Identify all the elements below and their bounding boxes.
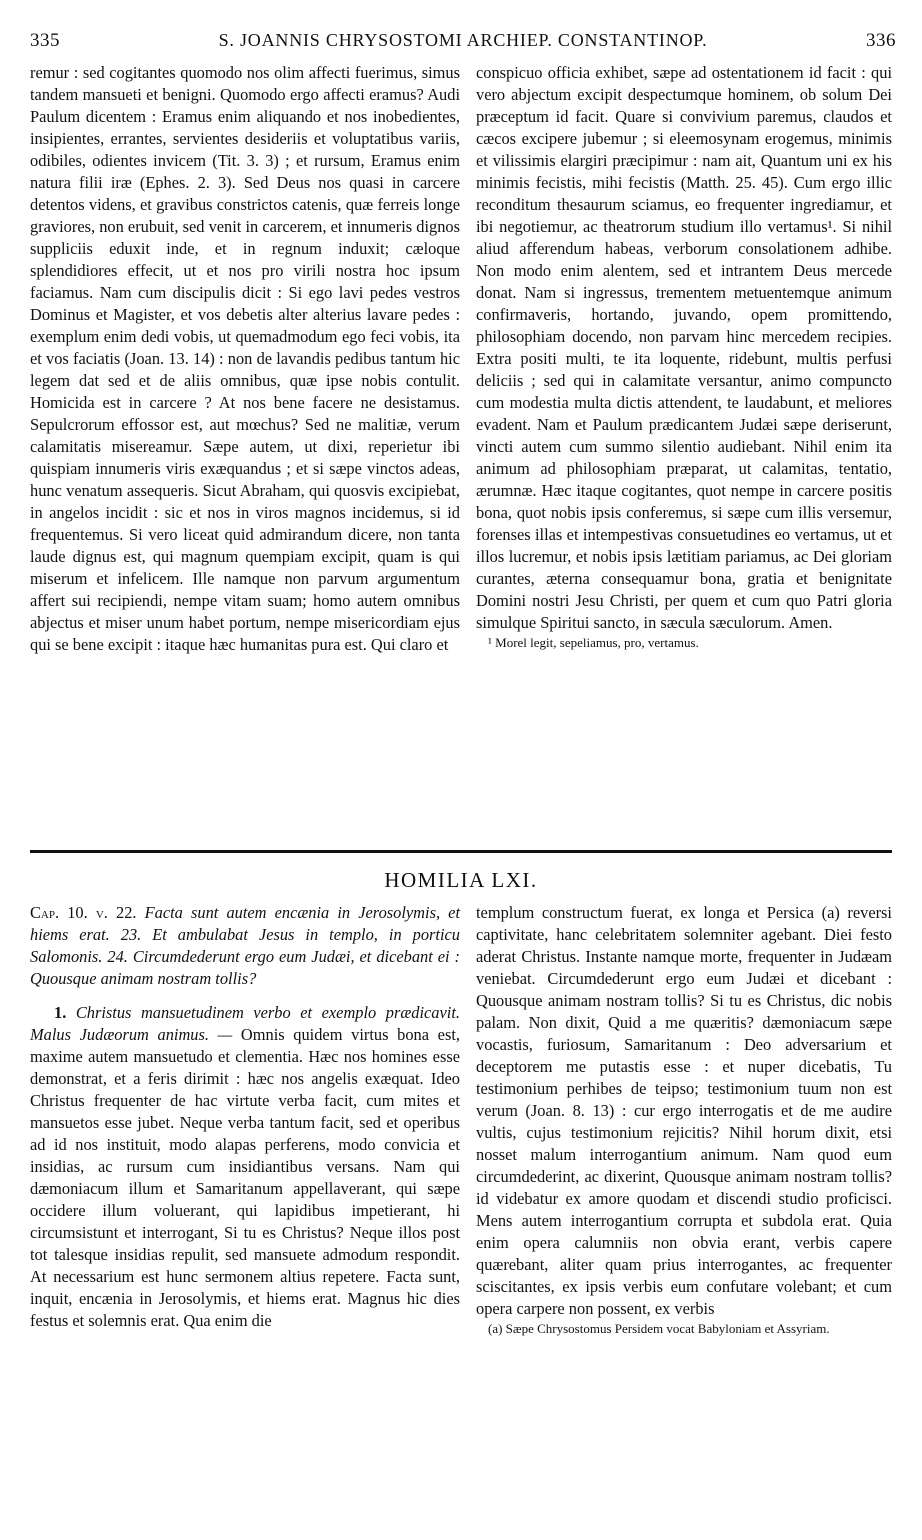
footnote-1: ¹ Morel legit, sepeliamus, pro, vertamus.: [488, 635, 699, 650]
top-right-paragraph: conspicuo officia exhibet, sæpe ad ostentationem id facit : qui vero abjectum excipit despectumque hominem, ob solum Dei præceptum id facit. Quare si convivium paremus, claudos et cæcos excipere jubemur ; si eleemosynam erogemus, minimis et vilissimis elargiri præcipimur : nam ait, Quantum uni ex his minimis fecistis, mihi fecistis (Matth. 25. 45). Cum ergo illic reconditum thesaurum sciamus, eo frequenter ingrediamur, et ibi negotiemur, ac theatrorum studium illo vertamus¹. Si nihil aliud afferendum habeas, verborum consolationem adhibe. Non modo enim alentem, sed et intrantem Deus mercede donat. Nam si ingressus, trementem metuentemque animum confirmaveris, hortando, juvando, opem promittendo, philosophiam docendo, non parvam hinc mercedem recipies. Extra positi multi, te ita loquente, ridebunt, multis perfusi deliciis ; sed qui in calamitate versantur, animo compuncto cum modestia multa dictis attendent, te laudabunt, et meliores evadent. Nam et Paulum prædicantem Judæi sæpe deriserunt, vincti autem cum summo silentio audiebant. Nihil enim ita animum ad philosophiam præparat, ut calamitas, tentatio, ærumnæ. Hæc itaque cogitantes, quot nempe in carcere positis bona, quot nobis ipsis conferemus, si sæpe cum illis versemur, forenses illas et intempestivas consuetudines eo vertamus, ut et illos lucremur, et nobis ipsis lætitiam pariamus, ac Dei gloriam curantes, æterna consequamur bona, gratia et benignitate Domini nostri Jesu Christi, per quem et cum quo Patri gloria simulque Spiritui sancto, in sæcula sæculorum. Amen.: [476, 63, 892, 632]
footnote-a: (a) Sæpe Chrysostomus Persidem vocat Babyloniam et Assyriam.: [488, 1321, 830, 1336]
chapter-summary-text: Facta sunt autem encænia in Jerosolymis, et hiems erat. 23. Et ambulabat Jesus in templo, in porticu Salomonis. 24. Circumdederunt ergo eum Judæi, et dicebant ei : Quousque animam nostram tollis?: [30, 903, 461, 988]
top-left-column: [30, 62, 460, 656]
section-heading-text: Christus mansuetudinem verbo et exemplo prædicavit. Malus Judæorum animus. —: [30, 1003, 460, 1044]
section-paragraph: [30, 1002, 460, 1332]
page-number-right: 336: [866, 30, 896, 51]
running-head: [30, 30, 896, 54]
section-number: 1.: [54, 1003, 67, 1022]
bottom-right-column: [476, 902, 892, 1338]
bottom-right-paragraph: templum constructum fuerat, ex longa et Persica (a) reversi captivitate, hanc celebritatem solemniter agebant. Diei festo aderat Christus. Instante namque morte, frequenter in Judæam veniebat. Circumdederunt ergo eum Judæi et dicebant : Quousque animam nostram tollis? Si tu es Christus, dic nobis palam. Non dixit, Quid a me quæritis? dæmoniacum sæpe vocastis, furiosum, Samaritanum : Deo adversarium et deceptorem me putastis esse : et nuper dicebatis, Tu testimonium perhibes de teipso; testimonium tuum non est verum (Joan. 8. 13) : cur ergo interrogatis et de me audire vultis, cujus testimonium rejicitis? Nihil horum dixit, etsi nosset malum interrogantium animum. Nam quod eum circumdederint, ac dixerint, Quousque animam nostram tollis? id videbatur ex amore quodam et discendi studio proficisci. Mens autem interrogantium corrupta et subdola erat. Quia enim opera calumniis non obvia erant, verbis capere quærebant, aliter quam prius interrogantes, ac frequenter sciscitantes, ex ipsis verbis eum confutare volebant; et cum opera carpere non possent, ex verbis: [476, 903, 892, 1318]
top-right-column: [476, 62, 892, 652]
chapter-reference: Cap. 10. v. 22.: [30, 903, 137, 922]
bottom-left-text: Omnis quidem virtus bona est, maxime autem mansuetudo et clementia. Hæc nos homines esse demonstrat, et a feris dirimit : hæc nos angelis exæquat. Ideo Christus frequenter de hac virtute verba facit, cum mites et mansuetos esse jubet. Neque verba tantum facit, sed et operibus ad id nos instituit, modo alapas perferens, modo convicia et insidias, ac rursum cum insidiantibus versans. Nam qui dæmoniacum illum et Samaritanum appellaverant, qui sæpe occidere illum voluerant, qui lapidibus impetierant, hi circumsistunt et interrogant, Si tu es Christus? Neque illos post tot talesque insidias repulit, sed mansuete admodum respondit. At necessarium est hunc sermonem altius repetere. Facta sunt, inquit, encænia in Jerosolymis, et hiems erat. Magnus hic dies festus et solemnis erat. Qua enim die: [30, 1025, 460, 1330]
section-divider: [30, 850, 892, 853]
top-left-paragraph: remur : sed cogitantes quomodo nos olim affecti fuerimus, simus tandem mansueti et benigni. Quomodo ergo affecti eramus? Audi Paulum dicentem : Eramus enim aliquando et nos inobedientes, insipientes, errantes, servientes desideriis et voluptatibus variis, odibiles, odientes invicem (Tit. 3. 3) ; et rursum, Eramus enim natura filii iræ (Ephes. 2. 3). Sed Deus nos quasi in carcere detentos videns, et gravibus constrictos catenis, quæ ferreis longe graviores, non erubuit, sed venit in carcerem, et innumeris dignos suppliciis eduxit inde, et in regnum induxit; cæloque splendidiores effecit, ut et nos pro virili nostra hoc ipsum faciamus. Nam cum discipulis dicit : Si ego lavi pedes vestros Dominus et Magister, et vos debetis alter alterius lavare pedes : exemplum enim dedi vobis, ut quemadmodum ego feci vobis, ita et vos faciatis (Joan. 13. 14) : non de lavandis pedibus tantum hic legem dat sed et de aliis omnibus, quæ ipse nobis contulit. Homicida est in carcere ? At nos bene facere ne desistamus. Sepulcrorum effossor est, aut mœchus? Sed ne malitiæ, verum calamitatis misereamur. Sæpe autem, ut dixi, reperietur ibi quispiam innumeris viris exæquandus ; et si sæpe vinctos adeas, hunc venatum assequeris. Sicut Abraham, qui quosvis excipiebat, in angelos incidit : sic et nos in viros magnos incidemus, si id frequentemus. Si vero liceat quid admirandum dicere, non tanta laude dignus est, qui magnum quempiam excipit, quam is qui miserum et infelicem. Ille namque non parvum argumentum affert sui recipiendi, nempe vitam suam; homo autem omnibus abjectus et miser unum habet portum, nempe misericordiam ejus qui se bene excipit : itaque hæc humanitas pura est. Qui claro et: [30, 63, 460, 654]
bottom-left-column: [30, 902, 460, 1332]
homily-title: HOMILIA LXI.: [384, 868, 538, 892]
chapter-summary: [30, 902, 460, 990]
running-title: S. JOANNIS CHRYSOSTOMI ARCHIEP. CONSTANTINOP.: [218, 30, 708, 50]
page-number-left: 335: [30, 30, 60, 51]
